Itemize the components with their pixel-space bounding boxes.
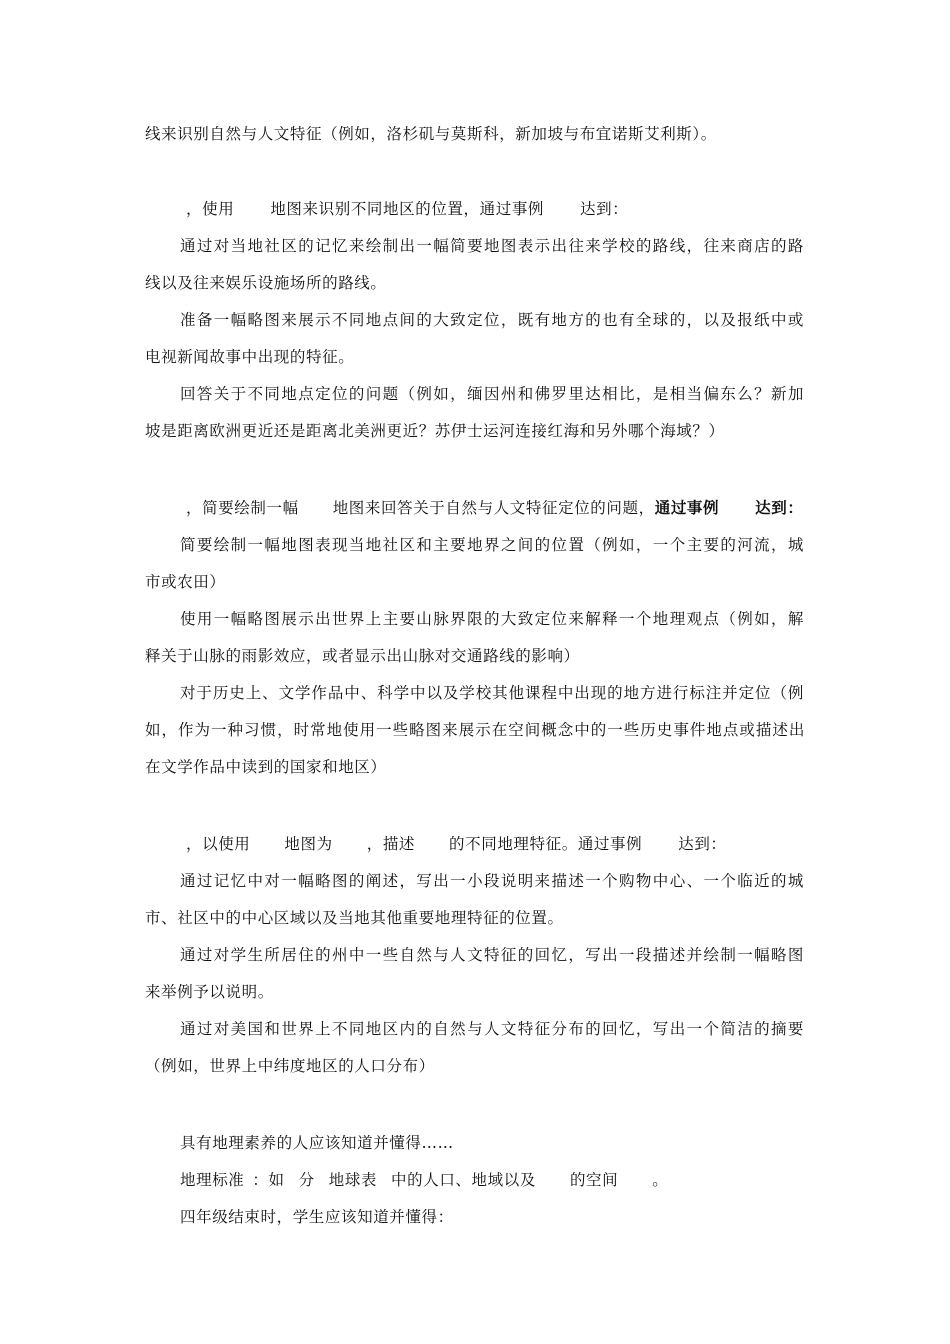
text-line: 通过记忆中对一幅略图的阐述，写出一小段说明来描述一个购物中心、一个临近的城 [180,872,804,890]
section-heading [186,498,803,518]
text-fragment: ，简要绘制一幅 [186,499,299,517]
text-line: 回答关于不同地点定位的问题（例如，缅因州和佛罗里达相比，是相当偏东么？新加 [180,385,804,403]
text-fragment: 分 [298,1171,315,1189]
text-line: 来举例予以说明。 [145,983,274,1001]
text-fragment: 。 [652,1171,669,1189]
text-line: 线以及往来娱乐设施场所的路线。 [145,274,387,292]
text-line: 通过对美国和世界上不同地区内的自然与人文特征分布的回忆，写出一个简洁的摘要 [180,1020,804,1038]
text-line: 市或农田） [145,573,226,591]
text-fragment: 达到： [755,498,804,517]
text-line: 四年级结束时，学生应该知道并懂得： [180,1208,454,1226]
section-heading [186,834,727,854]
text-line: 简要绘制一幅地图表现当地社区和主要地界之间的位置（例如，一个主要的河流，城 [180,536,804,554]
text-fragment: ，以使用 [186,835,251,853]
text-line: 具有地理素养的人应该知道并懂得…… [180,1134,454,1152]
text-line: 使用一幅略图展示出世界上主要山脉界限的大致定位来解释一个地理观点（例如，解 [180,610,804,628]
text-fragment: ，使用 [186,200,235,218]
text-line: 准备一幅略图来展示不同地点间的大致定位，既有地方的也有全球的，以及报纸中或 [180,311,804,329]
text-fragment: 通过事例 [654,498,720,517]
text-fragment: 地理标准 [180,1171,245,1189]
text-fragment: 中的人口、地域以及 [391,1171,536,1189]
text-fragment: 地图来回答关于自然与人文特征定位的问题， [332,499,655,517]
text-line: 在文学作品中读到的国家和地区） [145,758,387,776]
text-line: 通过对当地社区的记忆来绘制出一幅简要地图表示出往来学校的路线，往来商店的路 [180,237,804,255]
text-fragment: 地图为 [284,835,333,853]
text-line: 对于历史上、文学作品中、科学中以及学校其他课程中出现的地方进行标注并定位（例 [180,684,804,702]
text-fragment: ：如 [252,1171,285,1189]
section-heading [186,199,628,219]
text-line: 线来识别自然与人文特征（例如，洛杉矶与莫斯科，新加坡与布宜诺斯艾利斯）。 [145,125,717,143]
text-fragment: 地球表 [328,1171,378,1189]
text-line: 释关于山脉的雨影效应，或者显示出山脉对交通路线的影响） [145,647,580,665]
text-fragment: 达到： [678,835,727,853]
text-fragment: 的空间 [569,1171,619,1189]
text-line: 如，作为一种习惯，时常地使用一些略图来展示在空间概念中的一些历史事件地点或描述出 [145,721,805,739]
text-line: 电视新闻故事中出现的特征。 [145,348,355,366]
text-fragment: 的不同地理特征。通过事例 [449,835,643,853]
standard-line [180,1170,668,1190]
text-fragment: ，描述 [366,835,416,853]
text-line: 通过对学生所居住的州中一些自然与人文特征的回忆，写出一段描述并绘制一幅略图 [180,946,804,964]
text-line: 市、社区中的中心区域以及当地其他重要地理特征的位置。 [145,909,564,927]
text-line: 坡是距离欧洲更近还是距离北美洲更近？苏伊士运河连接红海和另外哪个海域？） [145,422,725,440]
text-fragment: 地图来识别不同地区的位置，通过事例 [270,200,545,218]
text-line: （例如，世界上中纬度地区的人口分布） [145,1057,435,1075]
text-fragment: 达到： [580,200,629,218]
